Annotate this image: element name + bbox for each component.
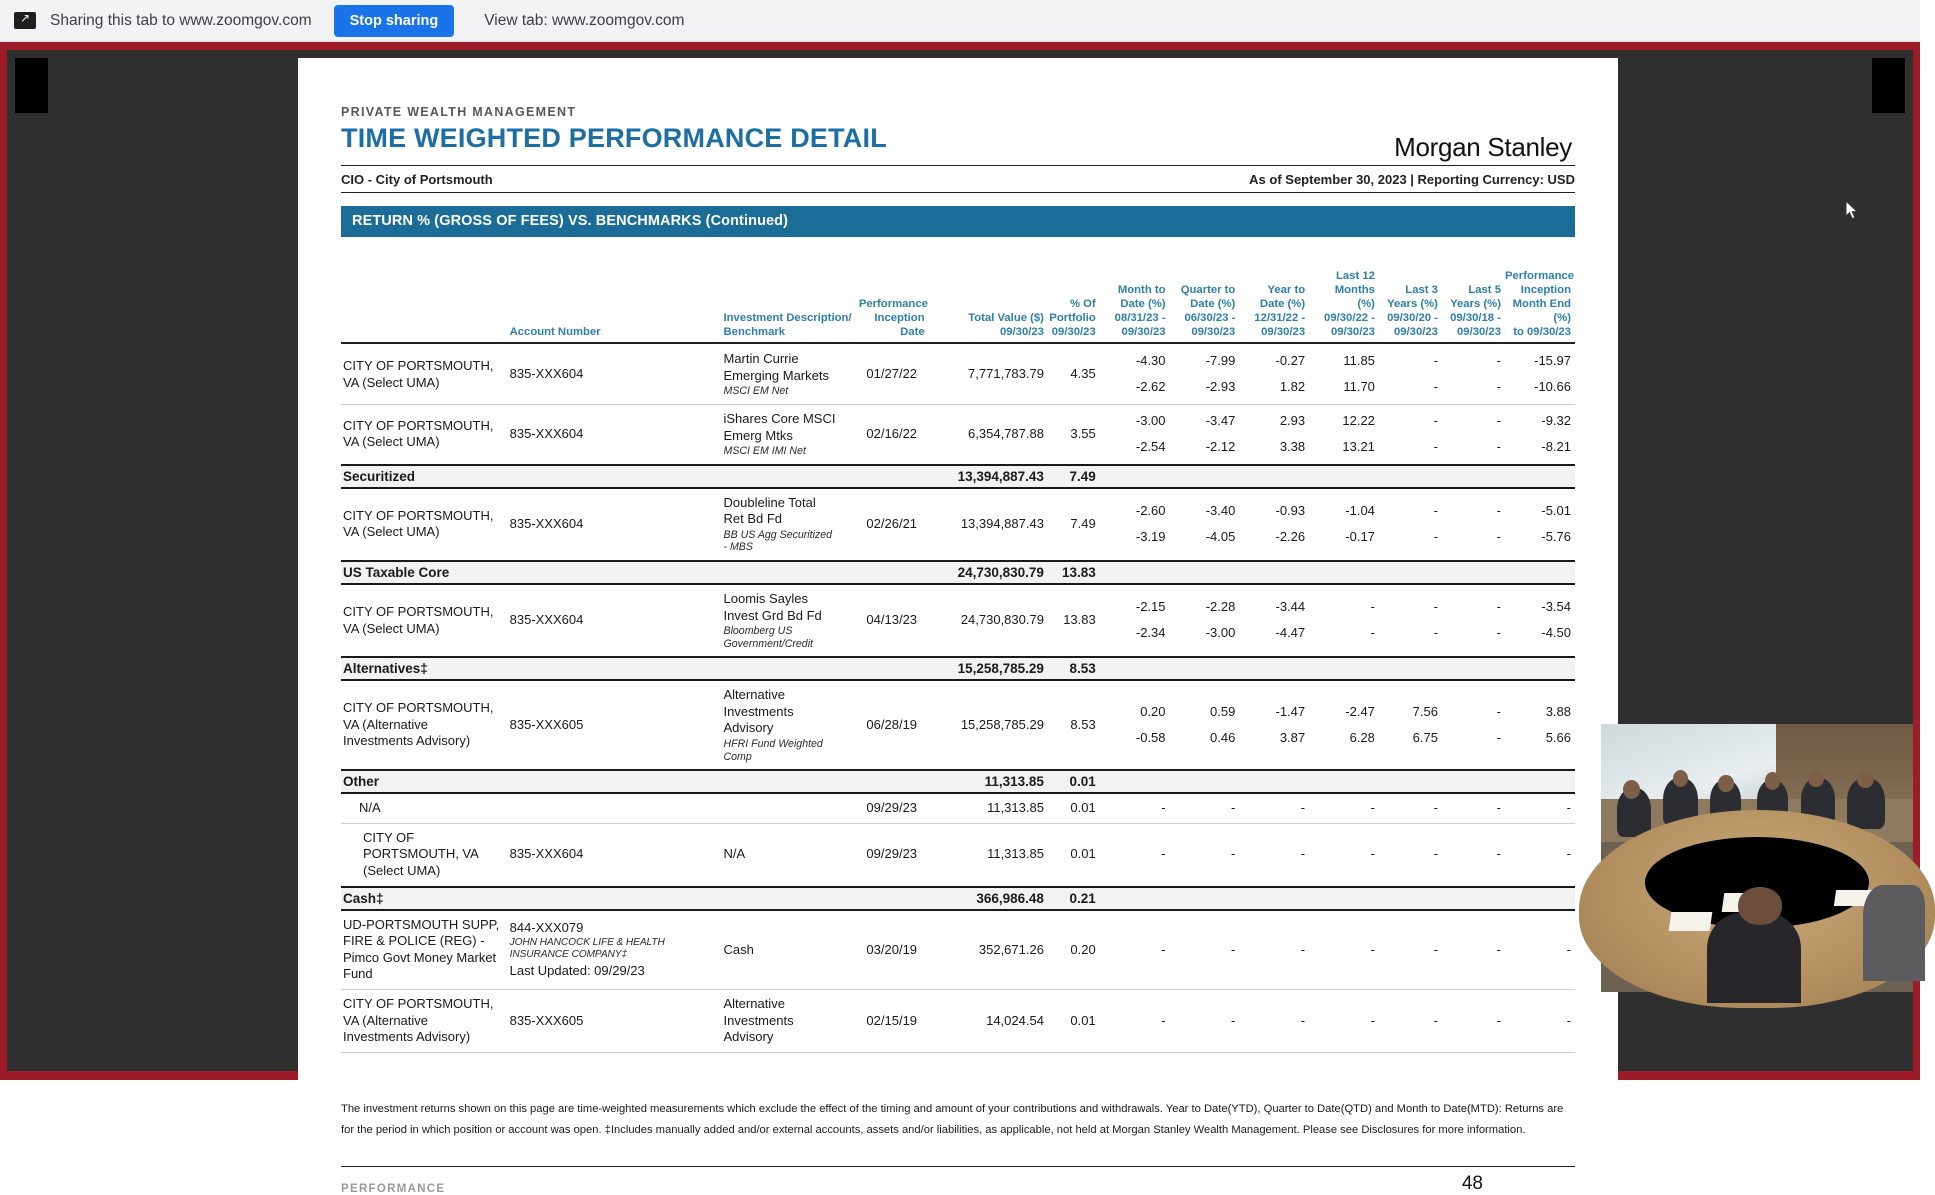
return-value: -0.93 -2.26 <box>1239 488 1309 561</box>
return-value: - <box>1442 990 1505 1053</box>
return-value: -3.54 -4.50 <box>1505 584 1575 657</box>
return-value: - <box>1505 910 1575 990</box>
benchmark-return-value: - <box>1370 625 1375 641</box>
investment-description-cell: Doubleline Total Ret Bd Fd BB US Agg Securitized - MBS <box>722 488 859 561</box>
return-value: 12.22 13.21 <box>1309 404 1379 464</box>
account-number-note: JOHN HANCOCK LIFE & HEALTH INSURANCE COMPANY‡ <box>509 937 665 961</box>
view-tab-button[interactable]: View tab: www.zoomgov.com <box>472 4 696 38</box>
return-value: -15.97 -10.66 <box>1505 345 1575 404</box>
pct-portfolio: 7.49 <box>1070 516 1096 532</box>
benchmark-name: MSCI EM IMI Net <box>723 445 806 458</box>
return-value: -2.15 -2.34 <box>1100 584 1170 657</box>
benchmark-return-value: 0.46 <box>1210 729 1236 745</box>
morgan-stanley-logo: Morgan Stanley <box>1394 132 1572 162</box>
page-footer <box>341 1167 1575 1195</box>
table-group-row <box>341 465 1575 488</box>
account-number-cell: 835-XXX604 <box>508 345 722 404</box>
return-value: 0.59 0.46 <box>1170 680 1240 770</box>
return-value: -7.99 -2.93 <box>1170 345 1240 404</box>
person-head <box>1718 775 1734 792</box>
total-value: 352,671.26 <box>929 910 1048 990</box>
return-value: - <box>1309 910 1379 990</box>
group-pct-portfolio: 0.01 <box>1048 770 1100 793</box>
subtotal-label: N/A <box>341 793 859 823</box>
return-value: -1.04 -0.17 <box>1309 488 1379 561</box>
last-updated: Last Updated: 09/29/23 <box>509 963 645 979</box>
return-value: 7.56 6.75 <box>1379 680 1442 770</box>
benchmark-name: MSCI EM Net <box>723 385 789 398</box>
return-value: - <box>1239 910 1309 990</box>
inception-date: 02/16/22 <box>866 426 918 442</box>
benchmark-name: Bloomberg US Government/Credit <box>723 625 813 650</box>
return-value: - <box>1433 846 1438 862</box>
benchmark-return-value: 5.66 <box>1545 729 1571 745</box>
return-value: - <box>1239 990 1309 1053</box>
group-pct-portfolio: 7.49 <box>1048 465 1100 488</box>
return-value: 3.88 5.66 <box>1505 680 1575 770</box>
return-value: - <box>1442 793 1505 823</box>
return-value: -2.60 -3.19 <box>1100 488 1170 561</box>
return-value: - <box>1505 793 1575 823</box>
person-head <box>1808 770 1824 787</box>
benchmark-name: BB US Agg Securitized - MBS <box>723 528 833 554</box>
letterbox-bar-left <box>15 58 48 113</box>
table-row <box>341 584 1575 657</box>
col-account <box>341 269 508 344</box>
return-value: - <box>1230 846 1236 862</box>
benchmark-return-value: 1.82 <box>1279 379 1306 395</box>
total-value: 14,024.54 <box>929 990 1048 1053</box>
account-number-cell: 835-XXX605 <box>508 990 722 1053</box>
pct-portfolio: 4.35 <box>1048 345 1100 404</box>
group-label: Other <box>341 770 929 793</box>
return-value: - <box>1442 910 1505 990</box>
inception-date: 09/29/23 <box>859 793 929 823</box>
group-total-value: 366,986.48 <box>929 887 1048 910</box>
benchmark-return-value: -2.54 <box>1135 438 1166 454</box>
return-value: - - <box>1442 404 1505 464</box>
letterbox-bar-right <box>1872 58 1905 113</box>
screen-share-stage <box>0 42 1920 1195</box>
group-label: Cash‡ <box>341 887 929 910</box>
return-value: - - <box>1379 584 1442 657</box>
account-name-cell: CITY OF PORTSMOUTH, VA (Select UMA) <box>363 829 479 878</box>
table-row <box>341 404 1575 464</box>
document-kicker: PRIVATE WEALTH MANAGEMENT <box>341 105 577 119</box>
benchmark-return-value: 3.38 <box>1279 438 1306 454</box>
benchmark-return-value: -0.58 <box>1135 729 1166 745</box>
col-investment-description: Investment Description/ Benchmark <box>723 312 852 339</box>
return-value: - - <box>1379 488 1442 561</box>
table-group-row <box>341 887 1575 910</box>
total-value: 11,313.85 <box>987 846 1044 862</box>
inception-date: 03/20/19 <box>859 910 929 990</box>
pct-portfolio: 0.20 <box>1048 910 1100 990</box>
account-name-cell: CITY OF PORTSMOUTH, VA (Select UMA) <box>343 603 494 636</box>
group-pct-portfolio: 13.83 <box>1048 561 1100 584</box>
table-row <box>341 990 1575 1053</box>
return-value: -3.47 -2.12 <box>1170 404 1240 464</box>
return-value: - <box>1566 846 1571 862</box>
table-row <box>341 680 1575 770</box>
group-label: Alternatives‡ <box>341 657 929 680</box>
screen-share-icon <box>14 12 36 29</box>
benchmark-return-value: - <box>1433 625 1438 641</box>
benchmark-return-value: - <box>1496 729 1501 745</box>
total-value: 7,771,783.79 <box>929 345 1048 404</box>
return-value: - <box>1505 990 1575 1053</box>
inception-date: 02/26/21 <box>866 516 918 532</box>
return-value: - <box>1379 910 1442 990</box>
return-value: - - <box>1442 345 1505 404</box>
return-value: - - <box>1309 584 1379 657</box>
return-value: -9.32 -8.21 <box>1505 404 1575 464</box>
account-name-cell: CITY OF PORTSMOUTH, VA (Alternative Investments Advisory) <box>343 700 494 749</box>
person-head <box>1738 887 1782 925</box>
section-header-bar: RETURN % (GROSS OF FEES) VS. BENCHMARKS (Continued) <box>341 206 1575 237</box>
col-account-number: Account Number <box>509 326 601 339</box>
table-row <box>341 823 1575 886</box>
col-last-3-years: Last 3 Years (%) 09/30/20 - 09/30/23 <box>1387 283 1438 339</box>
col-year-to-date: Year to Date (%) 12/31/22 - 09/30/23 <box>1254 283 1306 339</box>
return-value: - <box>1309 990 1379 1053</box>
account-name-cell: UD-PORTSMOUTH SUPP, FIRE & POLICE (REG) - Pimco Govt Money Market Fund <box>341 910 508 990</box>
document-on-table <box>1668 912 1711 931</box>
return-value: - <box>1170 910 1240 990</box>
return-value: -3.44 -4.47 <box>1239 584 1309 657</box>
footer-section-label: PERFORMANCE <box>341 1183 446 1195</box>
return-value: -2.28 -3.00 <box>1170 584 1240 657</box>
group-label: US Taxable Core <box>341 561 929 584</box>
return-value: - <box>1379 990 1442 1053</box>
benchmark-return-value: -4.47 <box>1275 625 1306 641</box>
return-value: - <box>1100 793 1170 823</box>
account-number-cell: 835-XXX604 <box>509 846 584 862</box>
return-value: - <box>1170 990 1240 1053</box>
benchmark-return-value: -10.66 <box>1534 379 1571 395</box>
inception-date: 04/13/23 <box>866 612 918 628</box>
benchmark-return-value: - <box>1496 625 1501 641</box>
benchmark-return-value: 6.28 <box>1349 729 1375 745</box>
investment-description-cell: Alternative Investments Advisory <box>722 990 859 1053</box>
person-head <box>1857 770 1874 789</box>
benchmark-return-value: 13.21 <box>1342 438 1375 454</box>
benchmark-return-value: - <box>1496 528 1501 544</box>
return-value: - <box>1161 846 1166 862</box>
group-total-value: 11,313.85 <box>929 770 1048 793</box>
return-value: 2.93 3.38 <box>1239 404 1309 464</box>
benchmark-return-value: - <box>1496 379 1501 395</box>
group-label: Securitized <box>341 465 929 488</box>
col-last-12-months: Last 12 Months (%) 09/30/22 - 09/30/23 <box>1324 269 1375 339</box>
investment-description-cell: Loomis Sayles Invest Grd Bd Fd Bloomberg US Government/Credit <box>722 584 859 657</box>
footnote-text: The investment returns shown on this page are time-weighted measurements which exclude the effect of the timing and amount of your contributions and withdrawals. Year to Date(YTD), Quarter to Date(QTD) and Month to Date(MTD): Returns are for the period in which position or account was open. ‡Includes manually added and/or external accounts, assets and/or liabilities, as applicable, not held at Morgan Stanley Wealth Management. Please see Disclosures for more information. <box>341 1102 1564 1136</box>
return-value: - <box>1100 990 1170 1053</box>
return-value: -5.01 -5.76 <box>1505 488 1575 561</box>
benchmark-return-value: 3.87 <box>1279 729 1306 745</box>
benchmark-return-value: -3.19 <box>1135 528 1166 544</box>
benchmark-return-value: -2.34 <box>1135 625 1166 641</box>
shared-document-page <box>298 58 1618 1195</box>
return-value: -4.30 -2.62 <box>1100 345 1170 404</box>
screen-share-bar <box>0 0 1920 42</box>
group-total-value: 24,730,830.79 <box>929 561 1048 584</box>
performance-detail-table <box>341 237 1575 1053</box>
account-name-cell: CITY OF PORTSMOUTH, VA (Select UMA) <box>343 507 494 540</box>
account-name: CIO - City of Portsmouth <box>341 171 493 187</box>
benchmark-return-value: -2.26 <box>1275 528 1306 544</box>
benchmark-name: HFRI Fund Weighted Comp <box>723 738 823 763</box>
return-value: - <box>1170 793 1240 823</box>
benchmark-return-value: 6.75 <box>1412 729 1438 745</box>
return-value: - - <box>1379 404 1442 464</box>
table-body <box>341 345 1575 1052</box>
investment-description-cell: Cash <box>722 910 859 990</box>
inception-date: 06/28/19 <box>866 716 918 732</box>
sharing-status-text: Sharing this tab to www.zoomgov.com <box>50 11 312 29</box>
pct-portfolio: 8.53 <box>1070 716 1096 732</box>
return-value: - <box>1379 793 1442 823</box>
benchmark-return-value: -5.76 <box>1541 528 1571 544</box>
table-group-row <box>341 561 1575 584</box>
return-value: - <box>1309 793 1379 823</box>
inception-date: 02/15/19 <box>859 990 929 1053</box>
total-value: 6,354,787.88 <box>968 426 1044 442</box>
col-pct-portfolio: % Of Portfolio 09/30/23 <box>1049 297 1096 339</box>
return-value: - - <box>1379 345 1442 404</box>
group-pct-portfolio: 0.21 <box>1048 887 1100 910</box>
return-value: - <box>1496 846 1501 862</box>
participant-video-thumbnail[interactable] <box>1601 724 1913 992</box>
col-total-value: Total Value ($) 09/30/23 <box>968 312 1044 339</box>
seated-person-right <box>1863 885 1925 981</box>
benchmark-return-value: -4.05 <box>1205 528 1236 544</box>
return-value: 0.20 -0.58 <box>1100 680 1170 770</box>
group-pct-portfolio: 8.53 <box>1048 657 1100 680</box>
table-group-row <box>341 770 1575 793</box>
table-subtotal-row <box>341 793 1575 823</box>
return-value: 11.85 11.70 <box>1309 345 1379 404</box>
stop-sharing-button[interactable]: Stop sharing <box>334 5 455 37</box>
investment-description-cell: N/A <box>723 846 746 862</box>
pct-portfolio: 13.83 <box>1063 612 1096 628</box>
inception-date: 01/27/22 <box>859 345 929 404</box>
return-value: - <box>1300 846 1306 862</box>
investment-description-cell: Alternative Investments Advisory HFRI Fund Weighted Comp <box>722 680 859 770</box>
benchmark-return-value: 11.70 <box>1343 379 1375 395</box>
benchmark-return-value: -8.21 <box>1541 438 1571 454</box>
group-total-value: 15,258,785.29 <box>929 657 1048 680</box>
inception-date: 09/29/23 <box>866 846 918 862</box>
return-value: - - <box>1442 680 1505 770</box>
benchmark-return-value: -2.12 <box>1205 438 1236 454</box>
account-number-cell: 835-XXX604 <box>509 426 584 442</box>
benchmark-return-value: - <box>1496 438 1501 454</box>
pct-portfolio: 0.01 <box>1070 846 1096 862</box>
return-value: - <box>1239 793 1309 823</box>
account-number-cell: 835-XXX605 <box>509 716 584 732</box>
benchmark-return-value: - <box>1433 528 1438 544</box>
benchmark-return-value: - <box>1433 438 1438 454</box>
table-group-row <box>341 657 1575 680</box>
return-value: - - <box>1442 584 1505 657</box>
as-of-date: As of September 30, 2023 | Reporting Currency: USD <box>1249 171 1575 187</box>
account-number-cell: 835-XXX604 <box>509 612 584 628</box>
pct-portfolio: 0.01 <box>1048 793 1100 823</box>
foreground-person <box>1707 912 1801 1003</box>
total-value: 11,313.85 <box>929 793 1048 823</box>
account-name-cell: CITY OF PORTSMOUTH, VA (Select UMA) <box>341 345 508 404</box>
return-value: -2.47 6.28 <box>1309 680 1379 770</box>
benchmark-return-value: -4.50 <box>1541 625 1571 641</box>
total-value: 13,394,887.43 <box>960 516 1044 532</box>
account-name-cell: CITY OF PORTSMOUTH, VA (Alternative Investments Advisory) <box>341 990 508 1053</box>
col-last-5-years: Last 5 Years (%) 09/30/18 - 09/30/23 <box>1450 283 1501 339</box>
return-value: -3.00 -2.54 <box>1100 404 1170 464</box>
benchmark-return-value: -3.00 <box>1205 625 1236 641</box>
col-quarter-to-date: Quarter to Date (%) 06/30/23 - 09/30/23 <box>1180 283 1236 339</box>
table-header-row <box>341 269 1575 344</box>
col-performance-inception: Performance Inception Month End (%) to 09/30/23 <box>1504 269 1575 339</box>
col-performance-inception-date: Performance Inception Date <box>858 297 928 339</box>
benchmark-return-value: -2.62 <box>1135 379 1166 395</box>
account-number-cell: 835-XXX604 <box>509 516 584 532</box>
account-number-cell: 844-XXX079 JOHN HANCOCK LIFE & HEALTH INSURANCE COMPANY‡ Last Updated: 09/29/23 <box>508 910 722 990</box>
benchmark-return-value: -2.93 <box>1205 379 1236 395</box>
total-value: 24,730,830.79 <box>960 612 1044 628</box>
person-head <box>1765 772 1781 789</box>
person-head <box>1623 780 1640 799</box>
return-value: -0.27 1.82 <box>1239 345 1309 404</box>
return-value: -1.47 3.87 <box>1239 680 1309 770</box>
document-meta-row <box>341 166 1575 192</box>
return-value: - - <box>1442 488 1505 561</box>
group-total-value: 13,394,887.43 <box>929 465 1048 488</box>
meta-divider <box>341 192 1575 193</box>
investment-description-cell: Martin Currie Emerging Markets MSCI EM Net <box>722 345 859 404</box>
account-name-cell: CITY OF PORTSMOUTH, VA (Select UMA) <box>343 417 494 450</box>
benchmark-return-value: - <box>1433 379 1438 395</box>
page-title: TIME WEIGHTED PERFORMANCE DETAIL <box>341 123 887 153</box>
table-head <box>341 237 1575 346</box>
pct-portfolio: 0.01 <box>1048 990 1100 1053</box>
return-value: - <box>1370 846 1375 862</box>
pct-portfolio: 3.55 <box>1070 426 1096 442</box>
table-row <box>341 345 1575 404</box>
col-month-to-date: Month to Date (%) 08/31/23 - 09/30/23 <box>1114 283 1166 339</box>
investment-description-cell: iShares Core MSCI Emerg Mtks MSCI EM IMI Net <box>722 404 859 464</box>
return-value: -3.40 -4.05 <box>1170 488 1240 561</box>
table-row <box>341 910 1575 990</box>
total-value: 15,258,785.29 <box>960 716 1044 732</box>
benchmark-return-value: -0.17 <box>1345 528 1375 544</box>
table-row <box>341 488 1575 561</box>
page-number: 48 <box>1461 1173 1483 1195</box>
return-value: - <box>1100 910 1170 990</box>
mouse-pointer <box>1846 201 1859 220</box>
